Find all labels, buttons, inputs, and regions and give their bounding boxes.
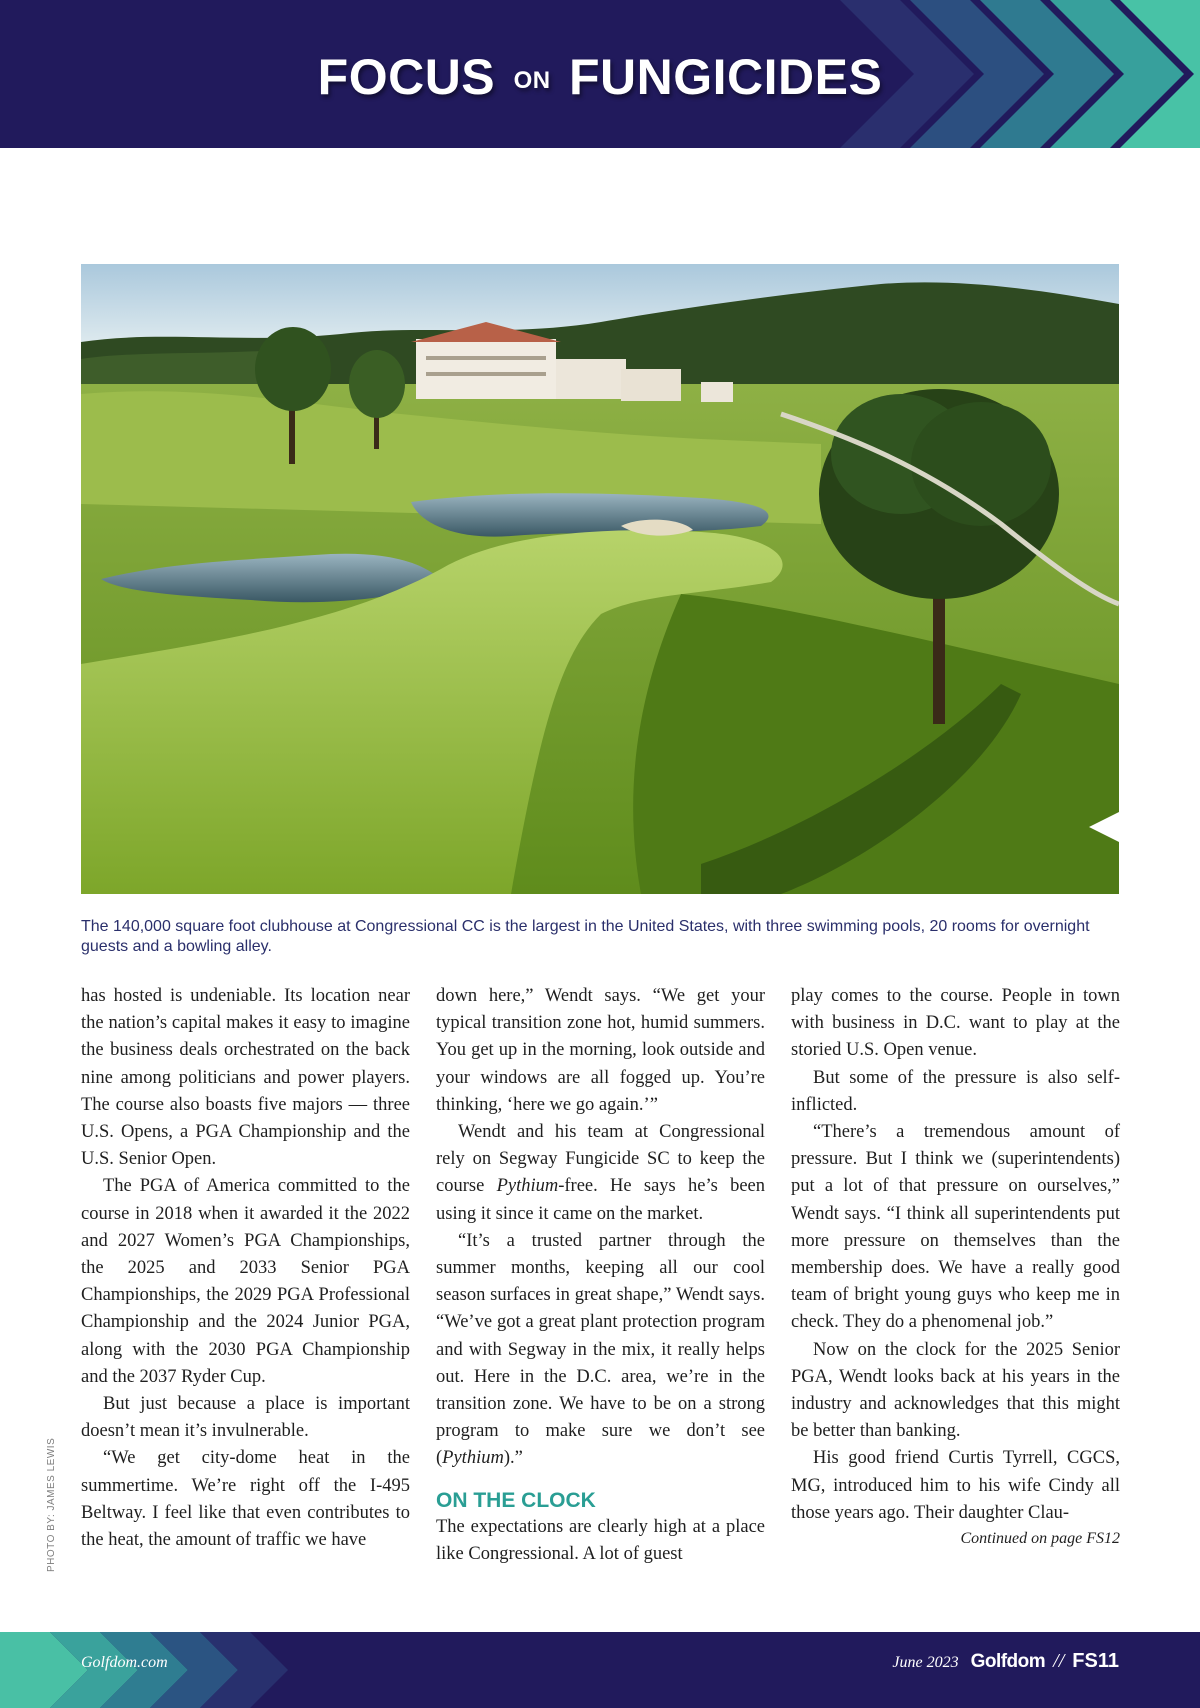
golf-course-illustration xyxy=(81,264,1119,894)
article-column-3 xyxy=(791,983,1120,1551)
page-number: FS11 xyxy=(1072,1650,1119,1672)
photo-notch-right xyxy=(1089,812,1119,842)
footer-chevron-decoration xyxy=(0,1632,350,1708)
paragraph: But just because a place is important doesn’t mean it’s invulnerable. xyxy=(81,1394,410,1442)
article-column-1 xyxy=(81,983,410,1554)
paragraph: But some of the pressure is also self-inflicted. xyxy=(791,1067,1120,1115)
paragraph: play comes to the course. People in town with business in D.C. want to play at the storied U.S. Open venue. xyxy=(791,986,1120,1061)
title-part-focus: FOCUS xyxy=(317,49,496,105)
page-header xyxy=(0,0,1200,148)
paragraph: down here,” Wendt says. “We get your typical transition zone hot, humid summers. You get up in the morning, look outside and your windows are all fogged up. You’re thinking, ‘here we go again.’” xyxy=(436,986,765,1115)
photo-notch-left xyxy=(0,304,30,332)
paragraph: has hosted is undeniable. Its location near the nation’s capital makes it easy to imagine the business deals orchestrated on the back nine among politicians and power players. The course also boasts five majors — three U.S. Opens, a PGA Championship and the U.S. Senior Open. xyxy=(81,986,410,1170)
page-footer xyxy=(0,1632,1200,1708)
paragraph: Wendt and his team at Congressional rely on Segway Fungicide SC to keep the course Pythium-free. He says he’s been using it since it came on the market. xyxy=(436,1122,765,1224)
continued-note: Continued on page FS12 xyxy=(960,1530,1120,1548)
footer-brand-logo: Golfdom xyxy=(970,1651,1046,1672)
paragraph: “There’s a tremendous amount of pressure. But I think we (superintendents) put a lot of that pressure on ourselves,” Wendt says. “I think all superintendents put more pressure on themselves than the membership does. We have a really good team of bright young guys who keep me in check. They do a phenomenal job.” xyxy=(791,1122,1120,1333)
footer-date: June 2023 xyxy=(892,1654,959,1671)
photo-credit: PHOTO BY: JAMES LEWIS xyxy=(46,1437,57,1572)
footer-website-link[interactable]: Golfdom.com xyxy=(81,1654,168,1671)
golf-course-photo xyxy=(81,264,1119,894)
paragraph: The expectations are clearly high at a place like Congressional. A lot of guest xyxy=(436,1516,765,1564)
title-part-on: ON xyxy=(513,67,551,94)
paragraph: Now on the clock for the 2025 Senior PGA, Wendt looks back at his years in the industry and acknowledges that this might be better than banking. xyxy=(791,1339,1120,1442)
paragraph: “It’s a trusted partner through the summer months, keeping all our cool season surfaces in great shape,” Wendt says. “We’ve got a great plant protection program and with Segway in the mix, it really helps out. Here in the D.C. area, we’re in the transition zone. We have to be on a strong program to make sure we don’t see (Pythium).” xyxy=(436,1230,765,1469)
footer-separator: // xyxy=(1053,1650,1065,1672)
paragraph: “We get city-dome heat in the summertime. We’re right off the I-495 Beltway. I feel like that even contributes to the heat, the amount of traffic we have xyxy=(81,1448,410,1551)
paragraph: The PGA of America committed to the course in 2018 when it awarded it the 2022 and 2027 Women’s PGA Championships, the 2025 and 2033 Senior PGA Championships, the 2029 PGA Professional Championship and the 2024 Junior PGA, along with the 2030 PGA Championship and the 2037 Ryder Cup. xyxy=(81,1176,410,1387)
footer-page-info xyxy=(892,1650,1119,1673)
pythium-italic: Pythium xyxy=(496,1176,559,1197)
article-column-2 xyxy=(436,983,765,1568)
title-part-fungicides: FUNGICIDES xyxy=(568,49,883,105)
paragraph: His good friend Curtis Tyrrell, CGCS, MG, introduced him to his wife Cindy all those years ago. Their daughter Clau- xyxy=(791,1448,1120,1523)
pythium-italic: Pythium xyxy=(442,1448,504,1469)
page-title xyxy=(0,49,1200,105)
photo-caption: The 140,000 square foot clubhouse at Congressional CC is the largest in the United States, with three swimming pools, 20 rooms for overnight guests and a bowling alley. xyxy=(81,918,1090,955)
section-subhead: ON THE CLOCK xyxy=(436,1488,596,1512)
